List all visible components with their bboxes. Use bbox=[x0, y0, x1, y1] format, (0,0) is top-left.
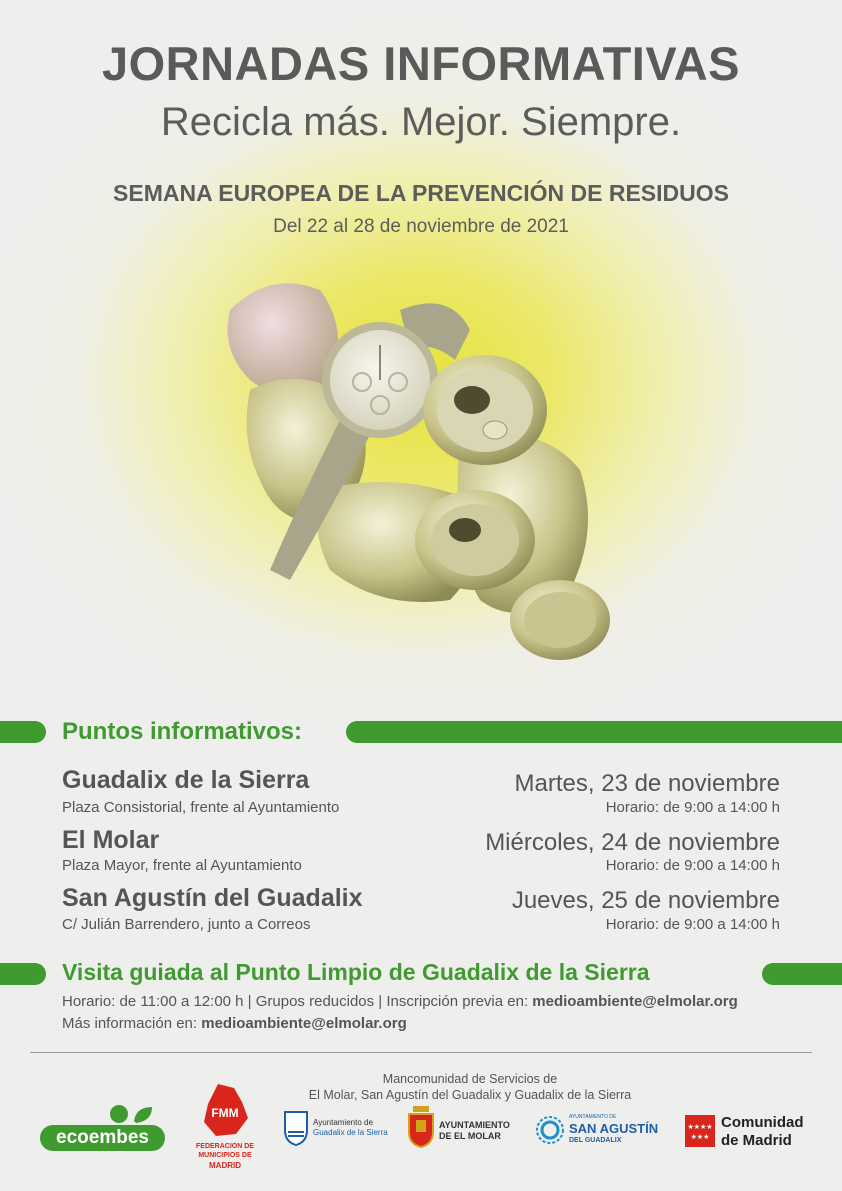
el-molar-text: AYUNTAMIENTO bbox=[439, 1120, 510, 1130]
event-dates: Del 22 al 28 de noviembre de 2021 bbox=[273, 216, 569, 237]
point-day: Jueves, 25 de noviembre bbox=[511, 887, 780, 914]
fmm-text: MUNICIPIOS DE bbox=[198, 1152, 252, 1159]
recycled-objects-illustration bbox=[210, 270, 640, 670]
sun-icon bbox=[535, 1115, 565, 1145]
el-molar-text: DE EL MOLAR bbox=[439, 1131, 501, 1141]
event-week-heading: SEMANA EUROPEA DE LA PREVENCIÓN DE RESIDUOS bbox=[113, 180, 729, 206]
el-molar-crest-icon bbox=[407, 1106, 435, 1148]
points-section-title: Puntos informativos: bbox=[62, 718, 303, 745]
ecoembes-wordmark: ecoembes bbox=[40, 1125, 165, 1151]
more-info-label: Más información en: bbox=[62, 1015, 202, 1032]
point-day: Martes, 23 de noviembre bbox=[514, 770, 780, 797]
green-accent-bar bbox=[762, 963, 842, 985]
fmm-text: FEDERACION DE bbox=[196, 1143, 254, 1150]
guided-visit-title: Visita guiada al Punto Limpio de Guadalix de la Sierra bbox=[62, 959, 650, 985]
page-subtitle: Recicla más. Mejor. Siempre. bbox=[160, 100, 682, 144]
point-hours: Horario: de 9:00 a 14:00 h bbox=[605, 916, 780, 933]
san-agustin-text: SAN AGUSTÍN bbox=[569, 1121, 659, 1136]
point-address: C/ Julián Barrendero, junto a Correos bbox=[62, 916, 311, 933]
green-accent-bar bbox=[346, 721, 842, 743]
point-place: El Molar bbox=[62, 826, 160, 854]
page-title: JORNADAS INFORMATIVAS bbox=[101, 37, 741, 90]
point-place: San Agustín del Guadalix bbox=[62, 884, 363, 912]
green-accent-bar bbox=[0, 721, 46, 743]
point-hours: Horario: de 9:00 a 14:00 h bbox=[605, 799, 780, 816]
ecoembes-logo bbox=[40, 1103, 165, 1153]
guadalix-text: Guadalix de la Sierra bbox=[313, 1128, 388, 1137]
fmm-logo bbox=[192, 1082, 260, 1170]
guadalix-shield-icon bbox=[283, 1108, 309, 1146]
stars-flag-icon bbox=[685, 1115, 715, 1147]
point-address: Plaza Consistorial, frente al Ayuntamiento bbox=[62, 799, 340, 816]
green-accent-bar bbox=[0, 963, 46, 985]
fmm-abbr: FMM bbox=[211, 1106, 239, 1120]
contact-email-link[interactable]: medioambiente@elmolar.org bbox=[201, 1015, 407, 1032]
guadalix-logo bbox=[283, 1106, 393, 1152]
guided-visit-schedule: Horario: de 11:00 a 12:00 h | Grupos reducidos | Inscripción previa en: bbox=[62, 993, 533, 1010]
point-day: Miércoles, 24 de noviembre bbox=[485, 829, 780, 856]
mancomunidad-line: Mancomunidad de Servicios de bbox=[382, 1072, 558, 1086]
guadalix-text: Ayuntamiento de bbox=[313, 1118, 373, 1127]
footer-divider bbox=[30, 1052, 812, 1053]
point-place: Guadalix de la Sierra bbox=[62, 766, 310, 794]
san-agustin-text: DEL GUADALIX bbox=[569, 1137, 622, 1144]
san-agustin-logo bbox=[535, 1112, 665, 1152]
point-address: Plaza Mayor, frente al Ayuntamiento bbox=[62, 857, 302, 874]
svg-text:★★★★: ★★★★ bbox=[687, 1123, 713, 1131]
comunidad-madrid-text: de Madrid bbox=[721, 1132, 792, 1149]
mancomunidad-line: El Molar, San Agustín del Guadalix y Guadalix de la Sierra bbox=[308, 1088, 632, 1102]
fmm-text: MADRID bbox=[209, 1161, 241, 1170]
guided-visit-info bbox=[62, 993, 738, 1010]
el-molar-logo bbox=[407, 1106, 519, 1156]
svg-text:★★★: ★★★ bbox=[690, 1133, 710, 1141]
point-hours: Horario: de 9:00 a 14:00 h bbox=[605, 857, 780, 874]
leaf-icon bbox=[108, 1103, 158, 1125]
comunidad-madrid-logo bbox=[685, 1113, 820, 1153]
san-agustin-text: AYUNTAMIENTO DE bbox=[569, 1114, 617, 1120]
more-info bbox=[62, 1015, 407, 1032]
comunidad-madrid-text: Comunidad bbox=[721, 1114, 804, 1131]
contact-email-link[interactable]: medioambiente@elmolar.org bbox=[532, 993, 738, 1010]
